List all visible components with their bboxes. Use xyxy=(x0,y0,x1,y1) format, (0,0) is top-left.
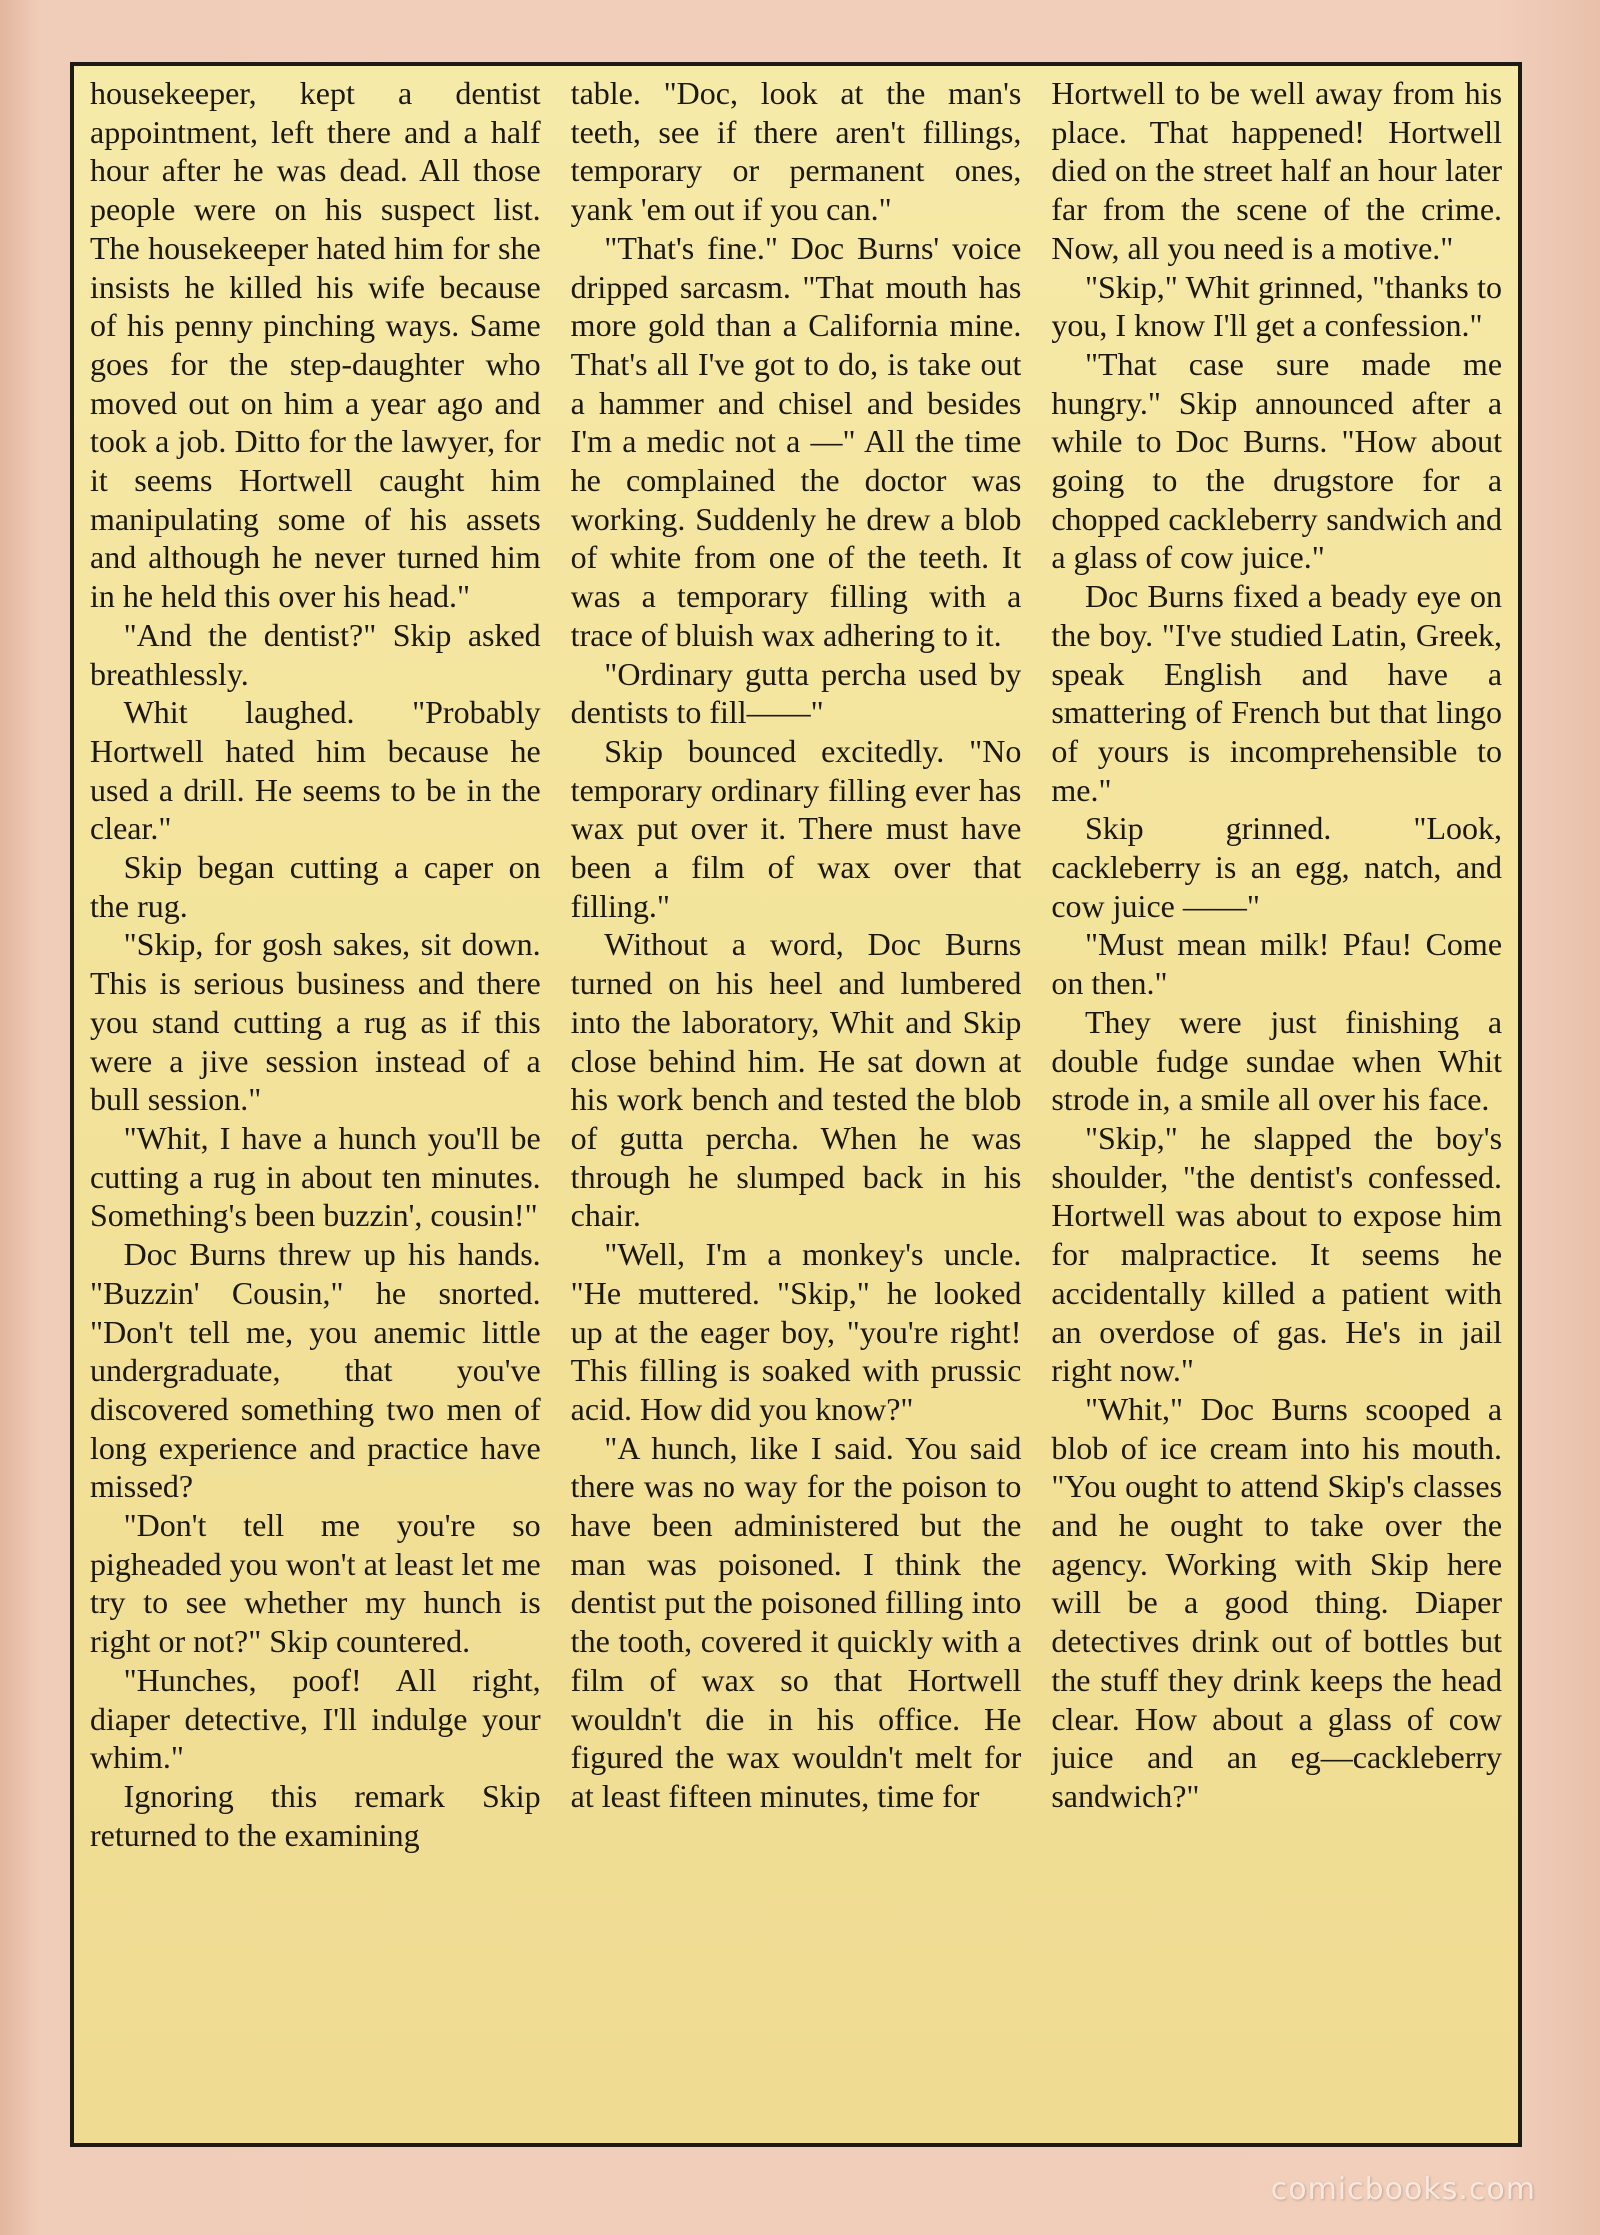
paragraph: "And the dentist?" Skip asked breathlessly. xyxy=(90,616,541,692)
paragraph: "Skip," he slapped the boy's shoulder, "the dentist's confessed. Hortwell was about to expose him for malpractice. It seems he accidentally killed a patient with an overdose of gas. He's in jail right now." xyxy=(1051,1119,1503,1389)
paragraph: "Well, I'm a monkey's uncle. "He muttered. "Skip," he looked up at the eager boy, "you're right! This filling is soaked with prussic acid. How did you know?" xyxy=(570,1236,1022,1427)
paragraph: "Hunches, poof! All right, diaper detective, I'll indulge your whim." xyxy=(90,1661,541,1776)
paragraph: Skip began cutting a caper on the rug. xyxy=(90,849,541,924)
paragraph: table. "Doc, look at the man's teeth, see if there aren't fillings, temporary or permanent ones, yank 'em out if you can." xyxy=(570,75,1022,228)
paragraph: "A hunch, like I said. You said there was no way for the poison to have been administered but the man was poisoned. I think the dentist put the poisoned filling into the tooth, covered it quickly with a film of wax so that Hortwell wouldn't die in his office. He figured the wax wouldn't melt for at least fifteen minutes, time for xyxy=(570,1429,1022,1814)
paragraph: "That's fine." Doc Burns' voice dripped sarcasm. "That mouth has more gold than a California mine. That's all I've got to do, is take out a hammer and chisel and besides I'm a medic not a —" All the time he complained the doctor was working. Suddenly he drew a blob of white from one of the teeth. It was a temporary filling with a trace of bluish wax adhering to it. xyxy=(570,229,1022,653)
site-watermark: comicbooks.com xyxy=(1270,2172,1536,2207)
paragraph: "Skip, for gosh sakes, sit down. This is serious business and there you stand cutting a rug as if this were a jive session instead of a bull session." xyxy=(90,926,541,1118)
paragraph: Ignoring this remark Skip returned to the examining xyxy=(90,1777,541,1853)
text-column-1 xyxy=(90,74,541,2137)
paragraph: "Skip," Whit grinned, "thanks to you, I know I'll get a confession." xyxy=(1051,268,1503,344)
paragraph: "That case sure made me hungry." Skip announced after a while to Doc Burns. "How about going to the drugstore for a chopped cackleberry sandwich and a glass of cow juice." xyxy=(1051,345,1503,576)
paragraph: Skip grinned. "Look, cackleberry is an egg, natch, and cow juice ——" xyxy=(1051,810,1503,924)
paragraph: "Whit, I have a hunch you'll be cutting a rug in about ten minutes. Something's been buzzin', cousin!" xyxy=(90,1119,541,1234)
paragraph: Whit laughed. "Probably Hortwell hated him because he used a drill. He seems to be in the clear." xyxy=(90,694,541,847)
paragraph: They were just finishing a double fudge sundae when Whit strode in, a smile all over his face. xyxy=(1051,1003,1503,1118)
story-text-panel xyxy=(70,62,1522,2147)
paragraph: "Don't tell me you're so pigheaded you won't at least let me try to see whether my hunch is right or not?" Skip countered. xyxy=(90,1507,541,1660)
paragraph: Hortwell to be well away from his place. That happened! Hortwell died on the street half an hour later far from the scene of the crime. Now, all you need is a motive." xyxy=(1051,75,1503,266)
paragraph: Doc Burns fixed a beady eye on the boy. "I've studied Latin, Greek, speak English and have a smattering of French but that lingo of yours is incomprehensible to me." xyxy=(1051,578,1503,808)
text-column-2 xyxy=(571,74,1022,2137)
paragraph: Skip bounced excitedly. "No temporary ordinary filling ever has wax put over it. There must have been a film of wax over that filling." xyxy=(570,732,1022,924)
paragraph: Doc Burns threw up his hands. "Buzzin' Cousin," he snorted. "Don't tell me, you anemic little undergraduate, that you've discovered something two men of long experience and practice have missed? xyxy=(90,1236,541,1505)
paragraph: housekeeper, kept a dentist appointment, left there and a half hour after he was dead. All those people were on his suspect list. The housekeeper hated him for she insists he killed his wife because of his penny pinching ways. Same goes for the step-daughter who moved out on him a year ago and took a job. Ditto for the lawyer, for it seems Hortwell caught him manipulating some of his assets and although he never turned him in he held this over his head." xyxy=(90,75,541,615)
paragraph: "Whit," Doc Burns scooped a blob of ice cream into his mouth. "You ought to attend Skip's classes and he ought to take over the agency. Working with Skip here will be a good thing. Diaper detectives drink out of bottles but the stuff they drink keeps the head clear. How about a glass of cow juice and an eg—cackleberry sandwich?" xyxy=(1051,1390,1503,1814)
paragraph: "Must mean milk! Pfau! Come on then." xyxy=(1051,926,1503,1002)
paragraph: Without a word, Doc Burns turned on his heel and lumbered into the laboratory, Whit and Skip close behind him. He sat down at his work bench and tested the blob of gutta percha. When he was through he slumped back in his chair. xyxy=(570,926,1022,1234)
text-column-3 xyxy=(1051,74,1502,2137)
paragraph: "Ordinary gutta percha used by dentists to fill——" xyxy=(570,655,1022,731)
